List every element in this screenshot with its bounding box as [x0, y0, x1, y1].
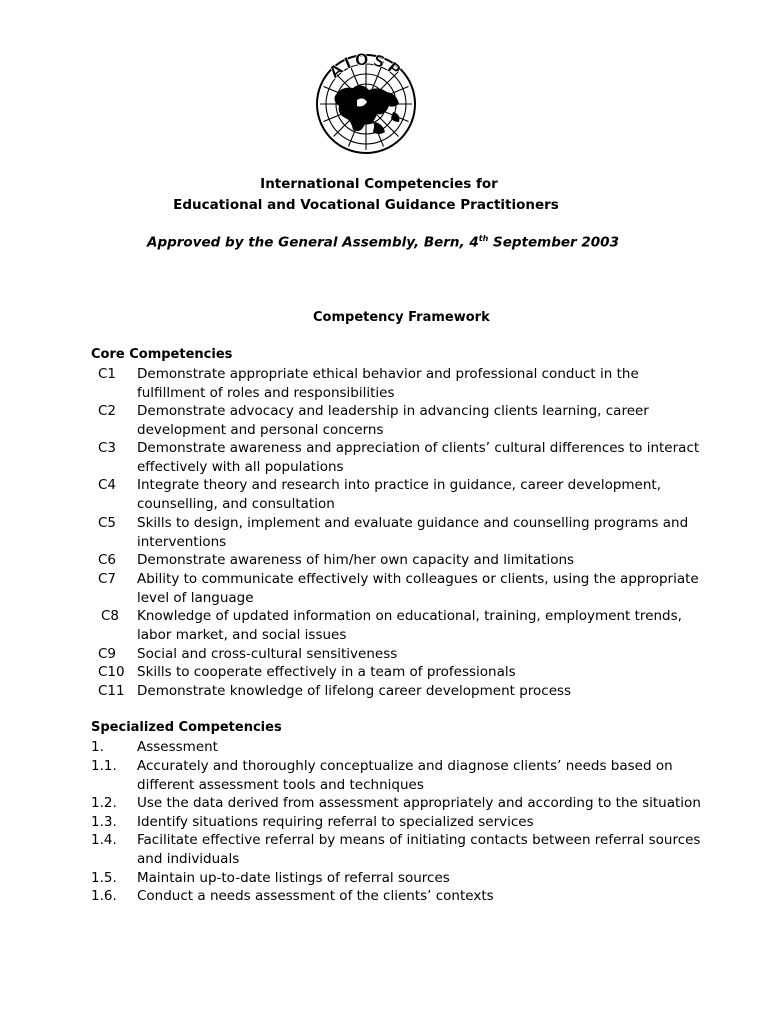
specialized-item-text: Assessment: [137, 739, 218, 755]
core-item-code: C4: [98, 477, 117, 493]
approval-ordinal: th: [478, 234, 489, 243]
specialized-item-text: Conduct a needs assessment of the clients’ contexts: [137, 888, 494, 904]
core-item-code: C1: [98, 366, 117, 382]
core-item-code: C9: [98, 646, 117, 662]
specialized-item-code: 1.3.: [91, 814, 117, 830]
framework-heading: Competency Framework: [313, 310, 490, 325]
approval-prefix: Approved by the General Assembly, Bern, 4: [147, 234, 479, 251]
specialized-item-code: 1.4.: [91, 832, 117, 848]
core-item-text: Demonstrate advocacy and leadership in advancing clients learning, career development and personal concerns: [137, 403, 649, 438]
core-item-text: Demonstrate awareness of him/her own capacity and limitations: [137, 552, 575, 568]
specialized-item-text: Facilitate effective referral by means of initiating contacts between referral sources and individuals: [137, 832, 701, 867]
document-title-line-1: International Competencies for: [260, 176, 498, 192]
core-item-text: Demonstrate appropriate ethical behavior and professional conduct in the fulfillment of roles and responsibilities: [137, 366, 639, 401]
core-competencies-heading: Core Competencies: [91, 347, 233, 362]
core-item-text: Skills to cooperate effectively in a team of professionals: [137, 664, 516, 680]
core-item-text: Skills to design, implement and evaluate guidance and counselling programs and interventions: [137, 515, 689, 550]
specialized-item-text: Identify situations requiring referral to specialized services: [137, 814, 534, 830]
core-item-text: Demonstrate awareness and appreciation of clients’ cultural differences to interact effectively with all populations: [137, 440, 700, 475]
core-item-text: Social and cross-cultural sensitiveness: [137, 646, 398, 662]
specialized-item-code: 1.1.: [91, 758, 117, 774]
approval-line: [147, 234, 619, 251]
core-item-code: C7: [98, 571, 117, 587]
core-item-code: C8: [101, 608, 120, 624]
core-item-code: C3: [98, 440, 117, 456]
specialized-competencies-heading: Specialized Competencies: [91, 720, 282, 735]
logo-text: AIOSP: [325, 52, 407, 82]
specialized-item-text: Accurately and thoroughly conceptualize and diagnose clients’ needs based on different assessment tools and techniques: [137, 758, 673, 793]
core-item-text: Demonstrate knowledge of lifelong career development process: [137, 683, 572, 699]
specialized-item-text: Use the data derived from assessment appropriately and according to the situation: [137, 795, 701, 811]
specialized-item-code: 1.: [91, 739, 104, 755]
aiosp-logo: [313, 52, 419, 154]
core-item-text: Ability to communicate effectively with colleagues or clients, using the appropriate level of language: [137, 571, 699, 606]
specialized-item-code: 1.6.: [91, 888, 117, 904]
core-item-code: C6: [98, 552, 117, 568]
core-item-text: Knowledge of updated information on educational, training, employment trends, labor market, and social issues: [137, 608, 682, 643]
core-item-code: C5: [98, 515, 117, 531]
specialized-item-code: 1.5.: [91, 870, 117, 886]
specialized-item-code: 1.2.: [91, 795, 117, 811]
approval-suffix: September 2003: [488, 234, 619, 251]
specialized-item-text: Maintain up-to-date listings of referral sources: [137, 870, 450, 886]
core-item-code: C11: [98, 683, 125, 699]
core-item-code: C2: [98, 403, 117, 419]
core-item-code: C10: [98, 664, 125, 680]
core-item-text: Integrate theory and research into practice in guidance, career development, counselling, and consultation: [137, 477, 662, 512]
document-title-line-2: Educational and Vocational Guidance Practitioners: [173, 197, 559, 213]
